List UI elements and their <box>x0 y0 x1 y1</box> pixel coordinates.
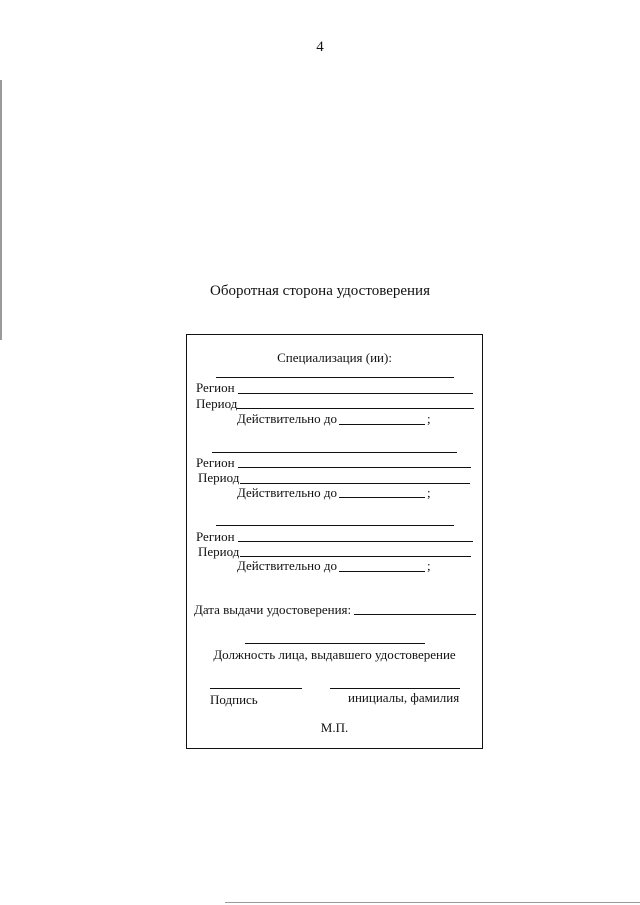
initials-label: инициалы, фамилия <box>348 690 460 705</box>
valid-until-label-3: Действительно до <box>237 558 337 573</box>
specialization-label: Специализация (ии): <box>277 350 392 365</box>
signature-line <box>210 688 302 689</box>
signature-label: Подпись <box>210 692 258 707</box>
issuer-position-label: Должность лица, выдавшего удостоверение <box>213 647 456 662</box>
issue-date-label: Дата выдачи удостоверения: <box>194 602 352 617</box>
page-number: 4 <box>316 39 324 55</box>
region-line-2 <box>238 467 471 468</box>
region-line-1 <box>238 393 473 394</box>
valid-until-end-3: ; <box>427 558 431 573</box>
region-line-3 <box>238 541 473 542</box>
issuer-position-line <box>245 643 425 644</box>
valid-until-label-2: Действительно до <box>237 485 337 500</box>
period-line-2 <box>240 483 470 484</box>
stamp-label: М.П. <box>320 720 349 735</box>
period-label-3: Период <box>198 544 240 559</box>
period-line-3 <box>240 556 471 557</box>
scan-edge-left <box>0 80 2 340</box>
valid-until-line-3 <box>339 571 425 572</box>
period-line-1 <box>237 408 474 409</box>
valid-until-line-2 <box>339 497 425 498</box>
valid-until-end-1: ; <box>427 411 431 426</box>
specialization-line-3 <box>216 525 454 526</box>
region-label-2: Регион <box>196 455 235 470</box>
valid-until-end-2: ; <box>427 485 431 500</box>
specialization-line-1 <box>216 377 454 378</box>
valid-until-line-1 <box>339 424 425 425</box>
initials-line <box>330 688 460 689</box>
period-label-2: Период <box>198 470 240 485</box>
scan-edge-bottom <box>225 902 640 903</box>
region-label-1: Регион <box>196 380 235 395</box>
specialization-line-2 <box>212 452 457 453</box>
issue-date-line <box>354 614 476 615</box>
page-title: Оборотная сторона удостоверения <box>210 283 430 299</box>
valid-until-label-1: Действительно до <box>237 411 337 426</box>
period-label-1: Период <box>196 396 238 411</box>
region-label-3: Регион <box>196 529 235 544</box>
